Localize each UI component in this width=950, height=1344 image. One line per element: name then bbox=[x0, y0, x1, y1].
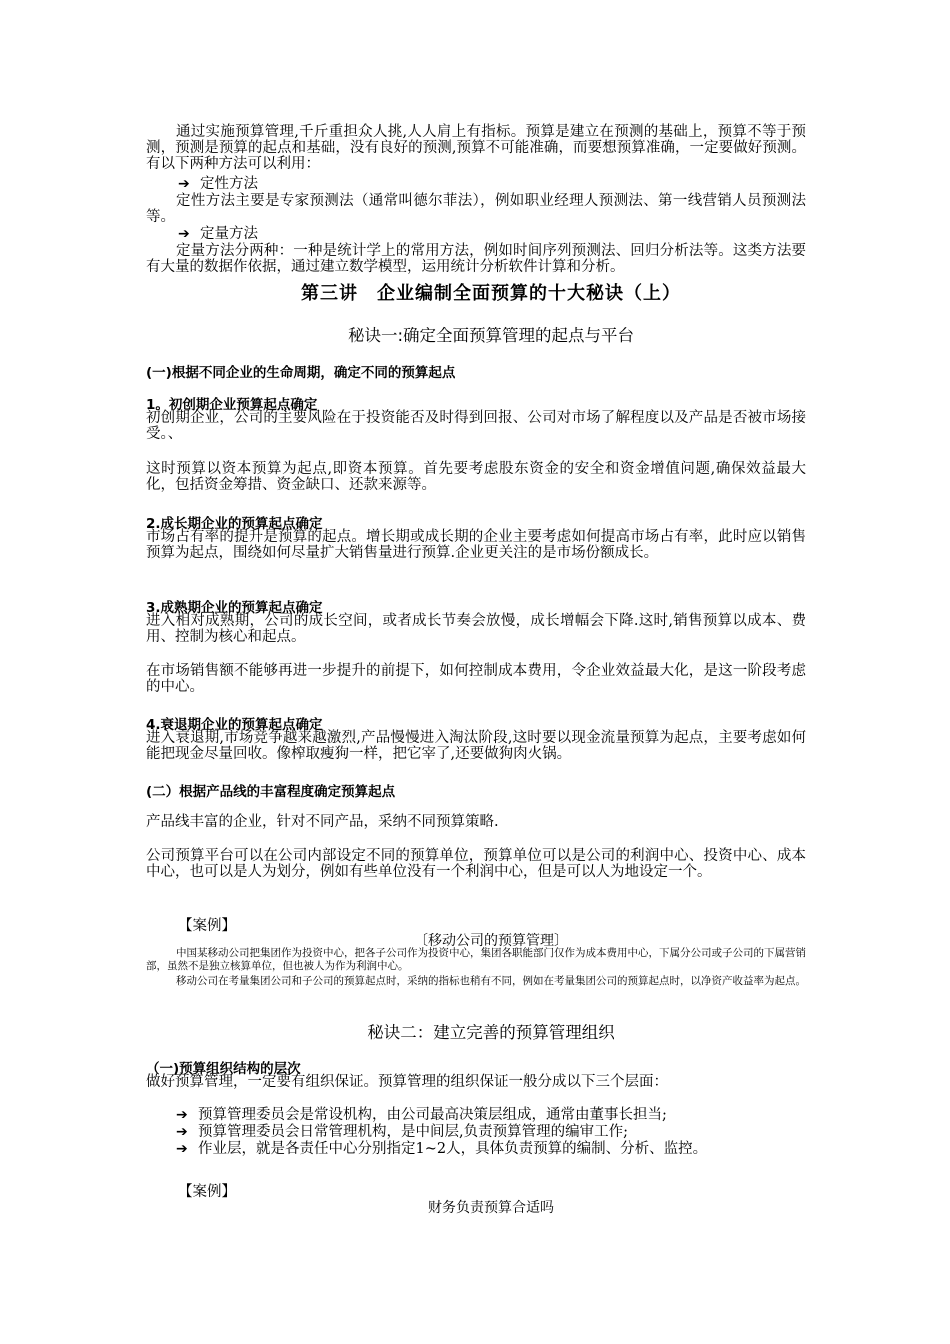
method-qualitative-label: 定性方法 bbox=[200, 176, 258, 192]
secret1-section1-title: (一)根据不同企业的生命周期，确定不同的预算起点 bbox=[146, 365, 456, 381]
stage1-paragraph-2: 这时预算以资本预算为起点,即资本预算。首先要考虑股东资金的安全和资金增值问题,确保效益最大化，包括资金筹措、资金缺口、还款来源等。 bbox=[146, 461, 806, 493]
list-item bbox=[176, 1141, 707, 1157]
list-item bbox=[176, 1124, 628, 1140]
case-title-2: 财务负责预算合适吗 bbox=[428, 1200, 554, 1216]
secret1-title: 秘诀一:确定全面预算管理的起点与平台 bbox=[347, 326, 635, 345]
arrow-icon: ➔ bbox=[178, 176, 190, 192]
stage3-paragraph-1: 进入相对成熟期，公司的成长空间，或者成长节奏会放慢，成长增幅会下降.这时,销售预算以成本、费用、控制为核心和起点。 bbox=[146, 613, 806, 645]
list-item bbox=[176, 1107, 667, 1123]
stage1-paragraph-1: 初创期企业，公司的主要风险在于投资能否及时得到回报、公司对市场了解程度以及产品是否被市场接受。、 bbox=[146, 410, 806, 442]
stage4-paragraph: 进入衰退期,市场竞争越来越激烈,产品慢慢进入淘汰阶段,这时要以现金流量预算为起点，主要考虑如何能把现金尽量回收。像榨取瘦狗一样，把它宰了,还要做狗肉火锅。 bbox=[146, 730, 806, 762]
list-item-text: 作业层，就是各责任中心分别指定1~2人，具体负责预算的编制、分析、监控。 bbox=[198, 1141, 708, 1157]
stage2-title: 2.成长期企业的预算起点确定 bbox=[146, 516, 323, 532]
method-quantitative-text: 定量方法分两种：一种是统计学上的常用方法，例如时间序列预测法、回归分析法等。这类方法要有大量的数据作依据，通过建立数学模型，运用统计分析软件计算和分析。 bbox=[146, 243, 806, 275]
stage1-title: 1。初创期企业预算起点确定 bbox=[146, 397, 318, 413]
method-qualitative-text: 定性方法主要是专家预测法（通常叫德尔菲法），例如职业经理人预测法、第一线营销人员预测法等。 bbox=[146, 193, 806, 225]
product-line-paragraph-1: 产品线丰富的企业，针对不同产品，采纳不同预算策略. bbox=[146, 814, 499, 830]
secret1-section2-title: (二）根据产品线的丰富程度确定预算起点 bbox=[146, 784, 396, 800]
stage4-title: 4.衰退期企业的预算起点确定 bbox=[146, 717, 323, 733]
product-line-paragraph-2: 公司预算平台可以在公司内部设定不同的预算单位，预算单位可以是公司的利润中心、投资中心、成本中心，也可以是人为划分，例如有些单位没有一个利润中心，但是可以人为地设定一个。 bbox=[146, 848, 806, 880]
method-quantitative-label: 定量方法 bbox=[200, 226, 258, 242]
stage2-paragraph: 市场占有率的提升是预算的起点。增长期或成长期的企业主要考虑如何提高市场占有率，此时应以销售预算为起点，围绕如何尽量扩大销售量进行预算.企业更关注的是市场份额成长。 bbox=[146, 529, 806, 561]
stage3-title: 3.成熟期企业的预算起点确定 bbox=[146, 600, 323, 616]
stage3-paragraph-2: 在市场销售额不能够再进一步提升的前提下，如何控制成本费用，令企业效益最大化，是这一阶段考虑的中心。 bbox=[146, 663, 806, 695]
case-label-2: 【案例】 bbox=[178, 1184, 236, 1200]
arrow-icon: ➔ bbox=[178, 226, 190, 242]
lecture-title: 第三讲 企业编制全面预算的十大秘诀（上） bbox=[301, 283, 681, 304]
intro-paragraph: 通过实施预算管理,千斤重担众人挑,人人肩上有指标。预算是建立在预测的基础上，预算不等于预测，预测是预算的起点和基础，没有良好的预测,预算不可能准确，而要想预算准确，一定要做好预测。有以下两种方法可以利用： bbox=[146, 124, 806, 172]
list-item-text: 预算管理委员会日常管理机构，是中间层,负责预算管理的编审工作; bbox=[198, 1124, 628, 1140]
method-qualitative-item bbox=[178, 176, 258, 192]
list-item-text: 预算管理委员会是常设机构，由公司最高决策层组成，通常由董事长担当; bbox=[198, 1107, 667, 1123]
secret2-title: 秘诀二：建立完善的预算管理组织 bbox=[367, 1023, 615, 1042]
arrow-icon: ➔ bbox=[176, 1124, 188, 1140]
case-paragraph-1: 中国某移动公司把集团作为投资中心，把各子公司作为投资中心，集团各职能部门仅作为成本费用中心，下属分公司或子公司的下属营销部，虽然不是独立核算单位，但也被人为作为利润中心。 bbox=[146, 947, 806, 972]
arrow-icon: ➔ bbox=[176, 1107, 188, 1123]
arrow-icon: ➔ bbox=[176, 1141, 188, 1157]
method-quantitative-item bbox=[178, 226, 258, 242]
secret2-paragraph: 做好预算管理，一定要有组织保证。预算管理的组织保证一般分成以下三个层面： bbox=[146, 1074, 668, 1090]
case-paragraph-2: 移动公司在考量集团公司和子公司的预算起点时，采纳的指标也稍有不同，例如在考量集团公司的预算起点时，以净资产收益率为起点。 bbox=[176, 975, 806, 987]
case-label: 【案例】 bbox=[178, 918, 236, 934]
secret2-section1-title: （一)预算组织结构的层次 bbox=[146, 1061, 301, 1077]
case-title: 〔移动公司的预算管理〕 bbox=[414, 933, 568, 949]
